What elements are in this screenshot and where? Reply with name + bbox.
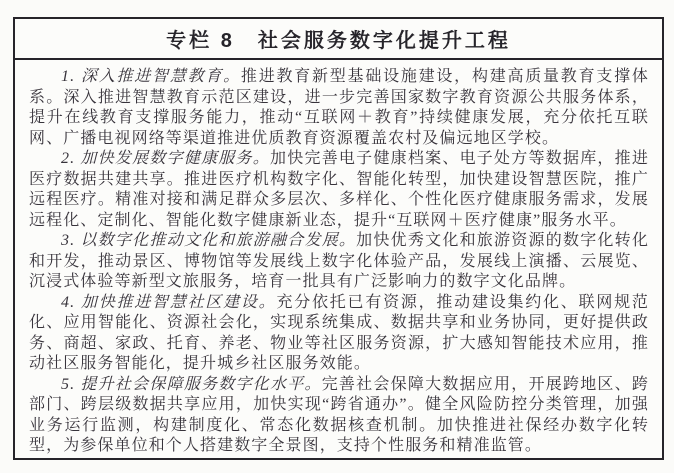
paragraph-2-digital-health [29, 149, 649, 231]
paragraph-3-culture-tourism [29, 231, 649, 293]
panel-title: 专栏 8 社会服务数字化提升工程 [166, 30, 511, 52]
paragraph-5-body: 完善社会保障大数据应用，开展跨地区、跨部门、跨层级数据共享应用，加快实现“跨省通办”。健全风险防控分类管理，加强业务运行监测，构建制度化、常态化数据核查机制。加快推进社保经办数字化转型，为参保单位和个人搭建数字全景图，支持个性服务和精准监管。 [29, 375, 649, 454]
panel-body [15, 60, 662, 457]
paragraph-2-body: 加快完善电子健康档案、电子处方等数据库，推进医疗数据共建共享。推进医疗机构数字化、智能化转型，加快建设智慧医院，推广远程医疗。精准对接和满足群众多层次、多样化、个性化医疗健康服务需求，发展远程化、定制化、智能化数字健康新业态，提升“互联网＋医疗健康”服务水平。 [29, 150, 649, 229]
panel-title-row [15, 19, 662, 60]
paragraph-3-lead: 3. 以数字化推动文化和旅游融合发展。 [61, 232, 357, 249]
paragraph-5-social-security [29, 375, 649, 457]
paragraph-2-lead: 2. 加快发展数字健康服务。 [61, 150, 270, 167]
paragraph-5-lead: 5. 提升社会保障服务数字化水平。 [61, 375, 322, 393]
column-8-highlight-box [13, 17, 664, 460]
paragraph-4-smart-community [29, 293, 649, 375]
paragraph-1-lead: 1. 深入推进智慧教育。 [61, 68, 241, 85]
paragraph-1-smart-education [29, 67, 649, 149]
paragraph-1-body: 推进教育新型基础设施建设，构建高质量教育支撑体系。深入推进智慧教育示范区建设，进一步完善国家数字教育资源公共服务体系，提升在线教育支撑服务能力，推动“互联网＋教育”持续健康发展，充分依托互联网、广播电视网络等渠道推进优质教育资源覆盖农村及偏远地区学校。 [29, 68, 649, 147]
paragraph-4-lead: 4. 加快推进智慧社区建设。 [61, 293, 277, 311]
paragraph-4-body: 充分依托已有资源，推动建设集约化、联网规范化、应用智能化、资源社会化，实现系统集成、数据共享和业务协同，更好提供政务、商超、家政、托育、养老、物业等社区服务资源，扩大感知智能技术应用，推动社区服务智能化，提升城乡社区服务效能。 [29, 293, 649, 372]
paragraph-3-body: 加快优秀文化和旅游资源的数字化转化和开发，推动景区、博物馆等发展线上数字化体验产品，发展线上演播、云展览、沉浸式体验等新型文旅服务，培育一批具有广泛影响力的数字文化品牌。 [29, 232, 650, 290]
